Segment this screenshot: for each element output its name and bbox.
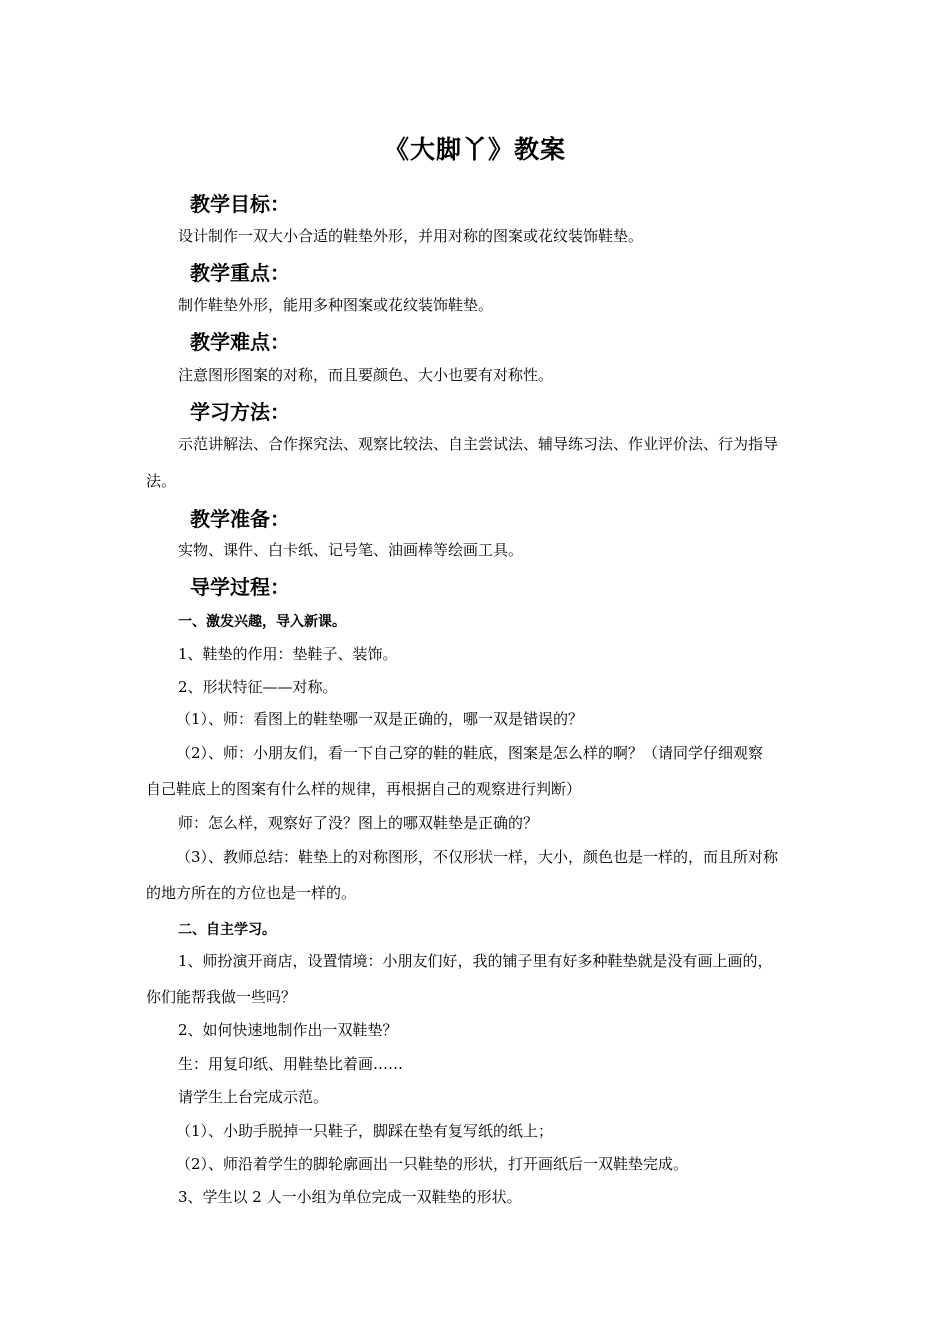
part1-line-4a: （2）、师：小朋友们，看一下自己穿的鞋的鞋底，图案是怎么样的啊？（请同学仔细观察: [176, 744, 764, 762]
heading-teaching-goal: 教学目标：: [190, 192, 290, 216]
part2-heading: 二、自主学习。: [178, 922, 276, 938]
heading-preparation: 教学准备：: [190, 507, 290, 531]
part2-line-6: （2）、师沿着学生的脚轮廓画出一只鞋垫的形状，打开画纸后一双鞋垫完成。: [176, 1155, 689, 1173]
part2-line-7: 3、学生以 2 人一小组为单位完成一双鞋垫的形状。: [178, 1188, 522, 1206]
part2-line-4: 请学生上台完成示范。: [178, 1088, 329, 1106]
page-title: 《大脚丫》教案: [383, 135, 566, 164]
part2-line-2: 2、如何快速地制作出一双鞋垫？: [178, 1021, 398, 1039]
difficulty-text: 注意图形图案的对称，而且要颜色、大小也要有对称性。: [178, 366, 554, 384]
part1-heading: 一、激发兴趣，导入新课。: [178, 614, 346, 630]
part1-line-3: （1）、师：看图上的鞋垫哪一双是正确的，哪一双是错误的？: [176, 710, 584, 728]
heading-key-point: 教学重点：: [190, 261, 290, 285]
method-text-line-2: 法。: [146, 472, 177, 490]
heading-difficulty: 教学难点：: [190, 330, 290, 354]
part1-line-4b: 自己鞋底上的图案有什么样的规律，再根据自己的观察进行判断）: [146, 780, 582, 798]
key-point-text: 制作鞋垫外形，能用多种图案或花纹装饰鞋垫。: [178, 296, 494, 314]
part2-line-3: 生：用复印纸、用鞋垫比着画……: [178, 1055, 404, 1073]
part2-line-1b: 你们能帮我做一些吗？: [146, 988, 297, 1006]
part1-line-6b: 的地方所在的方位也是一样的。: [146, 884, 357, 902]
part1-line-6a: （3）、教师总结：鞋垫上的对称图形，不仅形状一样，大小，颜色也是一样的，而且所对称: [176, 848, 779, 866]
part2-line-1a: 1、师扮演开商店，设置情境：小朋友们好，我的铺子里有好多种鞋垫就是没有画上画的，: [178, 952, 773, 970]
heading-process: 导学过程：: [190, 575, 290, 599]
preparation-text: 实物、课件、白卡纸、记号笔、油画棒等绘画工具。: [178, 541, 524, 559]
part1-line-5: 师：怎么样，观察好了没？图上的哪双鞋垫是正确的？: [178, 814, 539, 832]
goal-text: 设计制作一双大小合适的鞋垫外形，并用对称的图案或花纹装饰鞋垫。: [178, 227, 644, 245]
part1-line-1: 1、鞋垫的作用：垫鞋子、装饰。: [178, 645, 398, 663]
part1-line-2: 2、形状特征——对称。: [178, 678, 338, 696]
method-text-line-1: 示范讲解法、合作探究法、观察比较法、自主尝试法、辅导练习法、作业评价法、行为指导: [178, 435, 779, 453]
part2-line-5: （1）、小助手脱掉一只鞋子，脚踩在垫有复写纸的纸上；: [176, 1122, 554, 1140]
heading-learning-method: 学习方法：: [190, 400, 290, 424]
